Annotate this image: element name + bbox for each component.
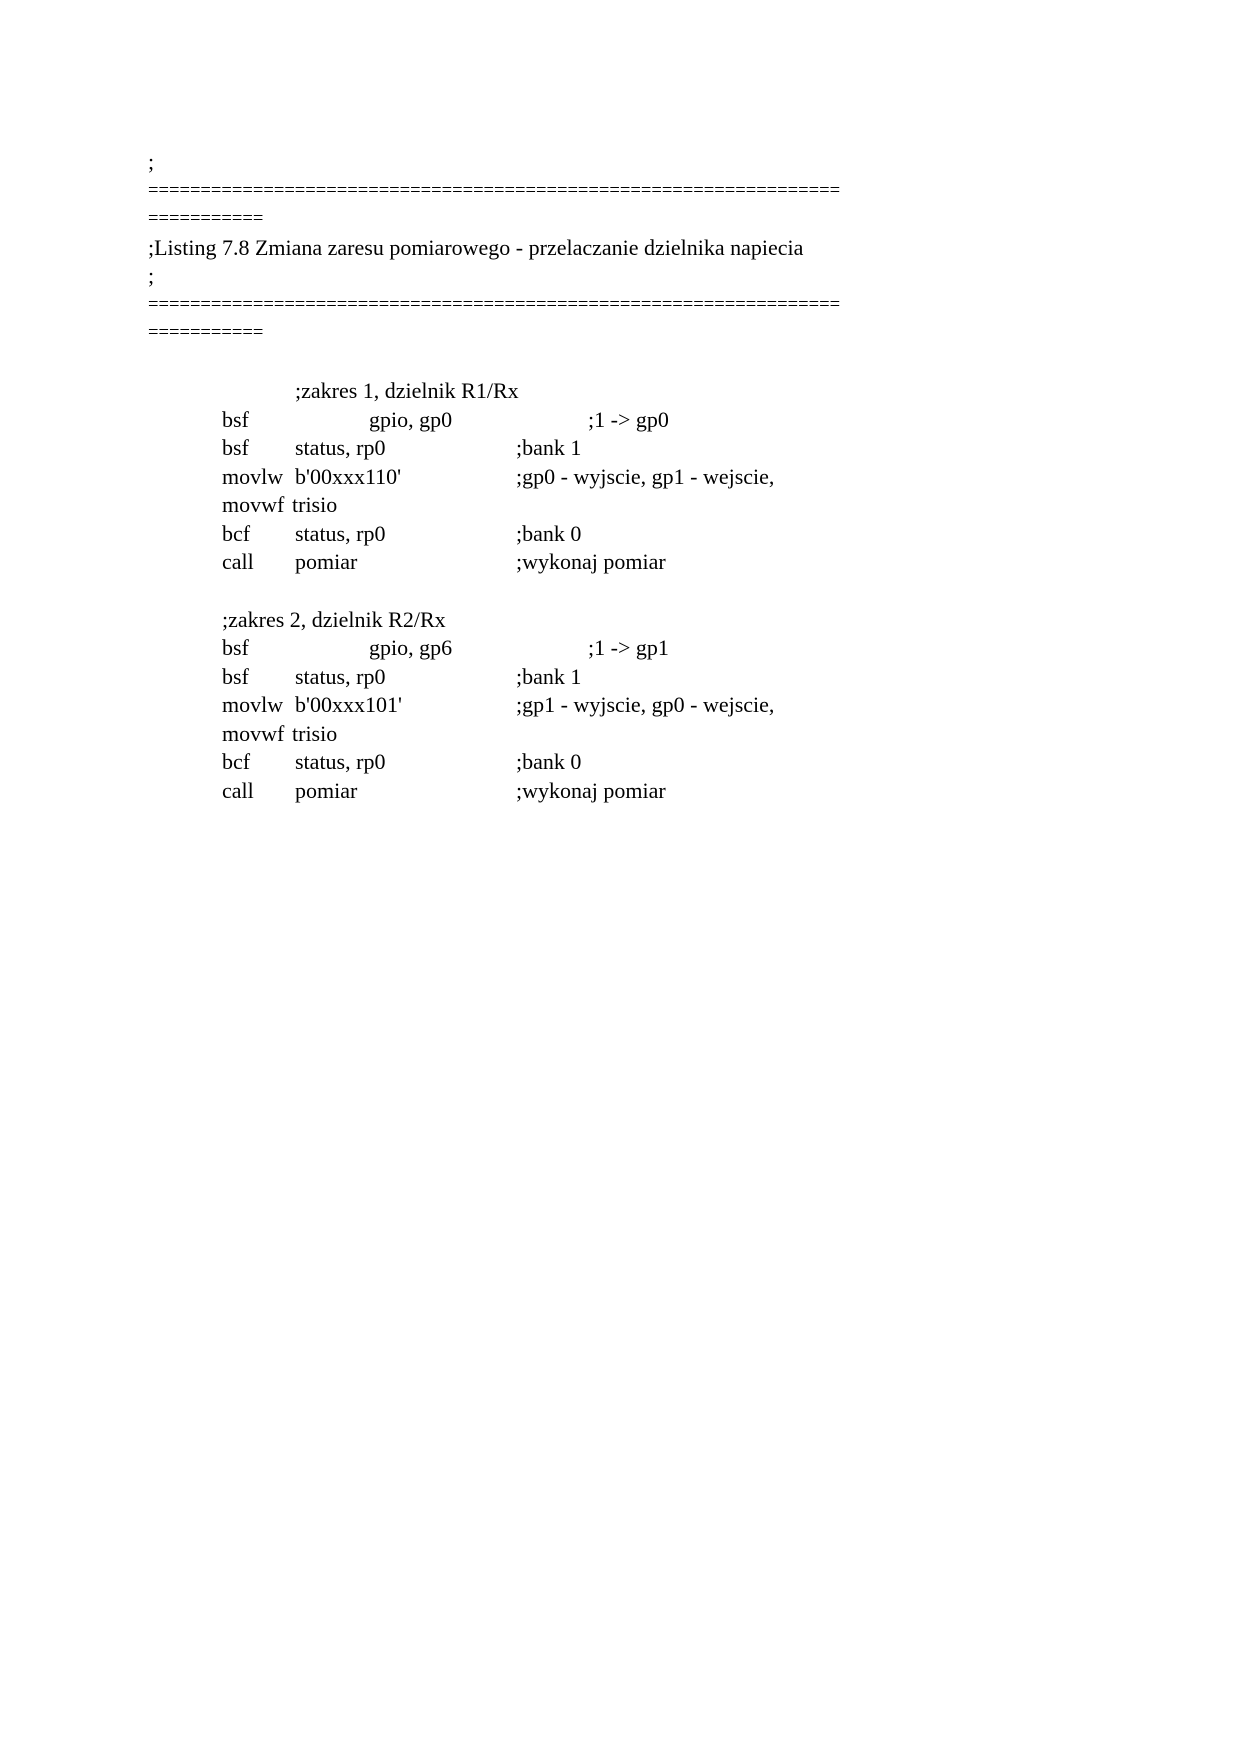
mnemonic: movlw (222, 463, 284, 489)
mnemonic: movwf (222, 492, 285, 517)
mnemonic: bsf (222, 635, 249, 660)
separator-rule-1a: ================================================================== (148, 179, 841, 201)
operand: status, rp0 (295, 520, 386, 546)
block1-comment: ;zakres 1, dzielnik R1/Rx (295, 378, 519, 403)
separator-rule-1b: =========== (148, 208, 264, 229)
block1-comment-line (0, 378, 1240, 406)
code-line (0, 749, 1240, 777)
separator-rule-2b: =========== (148, 322, 264, 343)
mnemonic: bsf (222, 435, 249, 460)
operand: pomiar (295, 777, 358, 803)
listing-header (148, 148, 1098, 348)
line-comment: ;wykonaj pomiar (516, 777, 666, 803)
operand: status, rp0 (295, 749, 386, 774)
mnemonic: bsf (222, 406, 249, 432)
code-line (0, 664, 1240, 692)
mnemonic: movwf (222, 720, 285, 746)
operand: pomiar (295, 549, 358, 574)
line-comment: ;1 -> gp0 (588, 406, 669, 432)
mnemonic: bcf (222, 749, 251, 774)
operand: trisio (292, 492, 338, 517)
operand: b'00xxx101' (295, 692, 402, 717)
operand: gpio, gp0 (369, 406, 453, 432)
code-line (0, 407, 1240, 435)
line-comment: ;bank 1 (516, 663, 582, 689)
mnemonic: movlw (222, 692, 284, 717)
line-comment: ;bank 1 (516, 435, 582, 460)
operand: status, rp0 (295, 435, 386, 460)
separator-rule-2a: ================================================================== (148, 293, 841, 315)
line-comment: ;bank 0 (516, 520, 582, 546)
operand: trisio (292, 720, 338, 746)
code-line (0, 435, 1240, 463)
mnemonic: bcf (222, 520, 251, 546)
line-comment: ;bank 0 (516, 749, 582, 774)
header-semicolon-1: ; (148, 149, 155, 174)
code-line (0, 778, 1240, 806)
block2-comment: ;zakres 2, dzielnik R2/Rx (222, 606, 446, 632)
code-line (0, 635, 1240, 663)
code-line (0, 549, 1240, 577)
mnemonic: call (222, 549, 254, 574)
operand: status, rp0 (295, 663, 386, 689)
block2-comment-line (0, 607, 1240, 635)
line-comment: ;wykonaj pomiar (516, 549, 666, 574)
code-line (0, 692, 1240, 720)
line-comment: ;gp0 - wyjscie, gp1 - wejscie, (516, 463, 775, 489)
code-line (0, 464, 1240, 492)
listing-title: ;Listing 7.8 Zmiana zaresu pomiarowego - przelaczanie dzielnika napiecia (148, 234, 804, 260)
code-line (0, 721, 1240, 749)
code-line (0, 492, 1240, 520)
code-line (0, 521, 1240, 549)
line-comment: ;1 -> gp1 (588, 635, 669, 660)
operand: b'00xxx110' (295, 463, 402, 489)
line-comment: ;gp1 - wyjscie, gp0 - wejscie, (516, 692, 775, 717)
mnemonic: call (222, 777, 254, 803)
header-semicolon-2: ; (148, 263, 155, 288)
mnemonic: bsf (222, 663, 249, 689)
operand: gpio, gp6 (369, 635, 453, 660)
